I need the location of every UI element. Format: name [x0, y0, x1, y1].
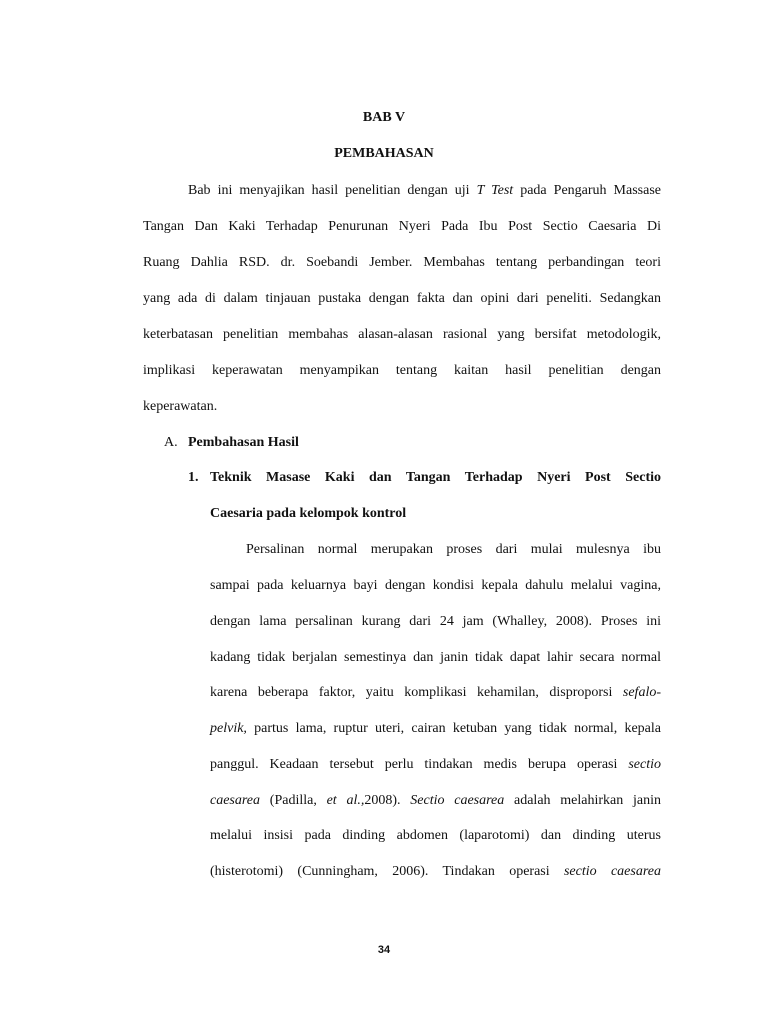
para-italic: sefalo-: [622, 685, 661, 700]
para-text: karena beberapa faktor, yaitu komplikasi kehamilan, disproporsi: [210, 685, 623, 700]
para-text: panggul. Keadaan tersebut perlu tindakan medis berupa operasi: [210, 757, 629, 772]
intro-line-2: Tangan Dan Kaki Terhadap Penurunan Nyeri Pada Ibu Post Sectio Caesaria Di: [143, 219, 661, 234]
para-text: partus lama, ruptur uteri, cairan ketuban yang tidak normal, kepala: [246, 721, 661, 736]
para-line-3: dengan lama persalinan kurang dari 24 jam (Whalley, 2008). Proses ini: [210, 614, 661, 629]
para-italic: sectio caesarea: [563, 864, 661, 879]
para-line-9: melalui insisi pada dinding abdomen (laparotomi) dan dinding uterus: [210, 828, 661, 843]
para-line-5: [210, 684, 661, 702]
intro-text: pada Pengaruh Massase: [513, 183, 661, 198]
intro-line-7: keperawatan.: [143, 399, 218, 414]
para-line-10: [210, 863, 661, 881]
para-italic: et al.,: [326, 793, 365, 808]
intro-ttest: T Test: [476, 183, 514, 198]
section-a-heading: Pembahasan Hasil: [188, 435, 299, 450]
para-text: (histerotomi) (Cunningham, 2006). Tindakan operasi: [210, 864, 564, 879]
para-text: adalah melahirkan janin: [504, 793, 662, 808]
para-line-8: [210, 792, 661, 810]
page-number: 34: [377, 944, 391, 956]
intro-line-6: implikasi keperawatan menyampikan tentang kaitan hasil penelitian dengan: [143, 363, 661, 378]
para-line-6: [210, 720, 661, 738]
chapter-heading: BAB V: [362, 110, 406, 125]
para-line-2: sampai pada keluarnya bayi dengan kondisi kepala dahulu melalui vagina,: [210, 578, 661, 593]
intro-text: Bab ini menyajikan hasil penelitian dengan uji: [188, 183, 477, 198]
sub1-heading-line-1: Teknik Masase Kaki dan Tangan Terhadap Nyeri Post Sectio: [210, 470, 661, 485]
chapter-title: PEMBAHASAN: [334, 146, 434, 161]
para-line-4: kadang tidak berjalan semestinya dan janin tidak dapat lahir secara normal: [210, 650, 661, 665]
para-italic: sectio: [628, 757, 661, 772]
para-italic: Sectio caesarea: [410, 793, 505, 808]
section-a-marker: A.: [164, 435, 178, 450]
para-line-7: [210, 756, 661, 774]
para-line-1: Persalinan normal merupakan proses dari mulai mulesnya ibu: [246, 542, 661, 557]
sub1-marker: 1.: [188, 470, 199, 485]
para-italic: caesarea: [210, 793, 261, 808]
sub1-heading-line-2: Caesaria pada kelompok kontrol: [210, 506, 407, 521]
para-italic: pelvik,: [210, 721, 247, 736]
intro-line-1: [188, 182, 661, 200]
para-text: 2008).: [364, 793, 411, 808]
intro-line-3: Ruang Dahlia RSD. dr. Soebandi Jember. Membahas tentang perbandingan teori: [143, 255, 661, 270]
intro-line-4: yang ada di dalam tinjauan pustaka dengan fakta dan opini dari peneliti. Sedangkan: [143, 291, 661, 306]
intro-line-5: keterbatasan penelitian membahas alasan-alasan rasional yang bersifat metodologik,: [143, 327, 661, 342]
para-text: (Padilla,: [260, 793, 327, 808]
